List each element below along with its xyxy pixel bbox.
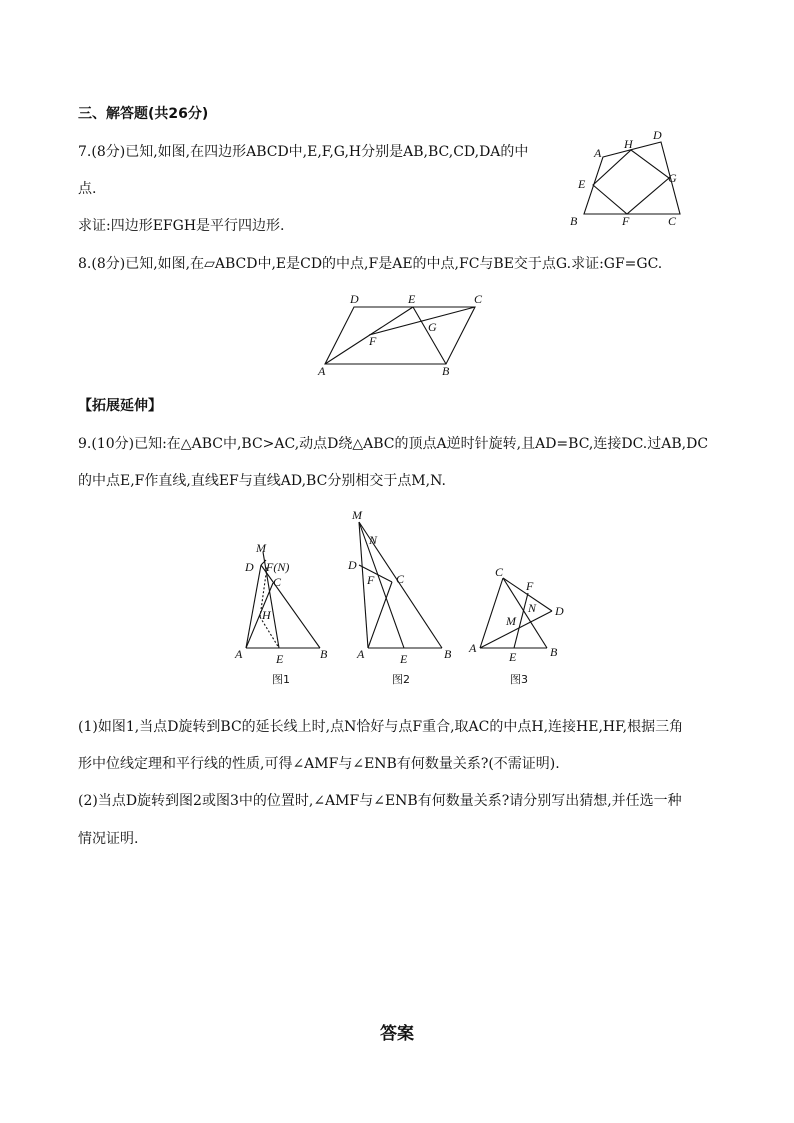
fig2-label-n: N (369, 533, 378, 547)
q7-label-d: D (653, 128, 662, 142)
answer-heading: 答案 (380, 1024, 414, 1044)
fig2-label-f: F (367, 573, 375, 587)
q8-label-d: D (350, 292, 359, 306)
q8-label-b: B (442, 364, 450, 378)
q8-label-f: F (369, 334, 377, 348)
q8-text: 8.(8分)已知,如图,在▱ABCD中,E是CD的中点,F是AE的中点,FC与BE交于点G.求证:GF=GC. (78, 256, 663, 272)
extension-heading: 【拓展延伸】 (78, 398, 162, 414)
fig1-caption: 图1 (272, 673, 290, 686)
fig3-label-m: M (506, 614, 516, 628)
q7-label-h: H (624, 137, 633, 151)
fig3-label-d: D (555, 604, 564, 618)
q7-label-f: F (622, 214, 630, 228)
fig3-label-n: N (528, 601, 537, 615)
fig1-label-e: E (276, 652, 284, 666)
q8-label-g: G (428, 320, 437, 334)
fig1-label-h: H (262, 608, 271, 622)
fig2-caption: 图2 (392, 673, 410, 686)
q7-label-e: E (578, 177, 586, 191)
fig2-label-b: B (444, 647, 452, 661)
fig1-label-c: C (273, 575, 282, 589)
fig2-label-m: M (352, 508, 362, 522)
fig2-label-d: D (348, 558, 357, 572)
q8-label-e: E (408, 292, 416, 306)
q9-part1-line2: 形中位线定理和平行线的性质,可得∠AMF与∠ENB有何数量关系?(不需证明). (78, 756, 560, 772)
fig3-label-e: E (509, 650, 517, 664)
fig1-label-d: D (245, 560, 254, 574)
fig3-label-b: B (550, 645, 558, 659)
q9-part2-line1: (2)当点D旋转到图2或图3中的位置时,∠AMF与∠ENB有何数量关系?请分别写出猜想,并任选一种 (78, 793, 682, 809)
fig2-label-a: A (357, 647, 365, 661)
q8-label-c: C (474, 292, 483, 306)
q8-label-a: A (318, 364, 326, 378)
q9-part1-line1: (1)如图1,当点D旋转到BC的延长线上时,点N恰好与点F重合,取AC的中点H,连接HE,HF,根据三角 (78, 719, 684, 735)
q9-part2-line2: 情况证明. (78, 831, 139, 847)
fig2-label-e: E (400, 652, 408, 666)
q7-text-line2: 点. (78, 181, 97, 197)
q9-text-line2: 的中点E,F作直线,直线EF与直线AD,BC分别相交于点M,N. (78, 473, 446, 489)
section-heading: 三、解答题(共26分) (78, 106, 209, 122)
fig1-label-m: M (256, 541, 266, 555)
fig1-label-b: B (320, 647, 328, 661)
q7-label-g: G (668, 171, 677, 185)
fig2-label-c: C (396, 572, 405, 586)
fig1-label-a: A (235, 647, 243, 661)
q7-text-line3: 求证:四边形EFGH是平行四边形. (78, 218, 285, 234)
q7-label-b: B (570, 214, 578, 228)
q7-label-a: A (594, 146, 602, 160)
fig3-caption: 图3 (510, 673, 528, 686)
q9-text-line1: 9.(10分)已知:在△ABC中,BC>AC,动点D绕△ABC的顶点A逆时针旋转,且AD=BC,连接DC.过AB,DC (78, 436, 709, 452)
fig1-label-fn: F(N) (266, 560, 290, 574)
fig3-label-a: A (469, 641, 477, 655)
q7-label-c: C (668, 214, 677, 228)
fig3-label-f: F (526, 579, 534, 593)
fig3-label-c: C (495, 565, 504, 579)
q7-text-line1: 7.(8分)已知,如图,在四边形ABCD中,E,F,G,H分别是AB,BC,CD,DA的中 (78, 144, 529, 160)
